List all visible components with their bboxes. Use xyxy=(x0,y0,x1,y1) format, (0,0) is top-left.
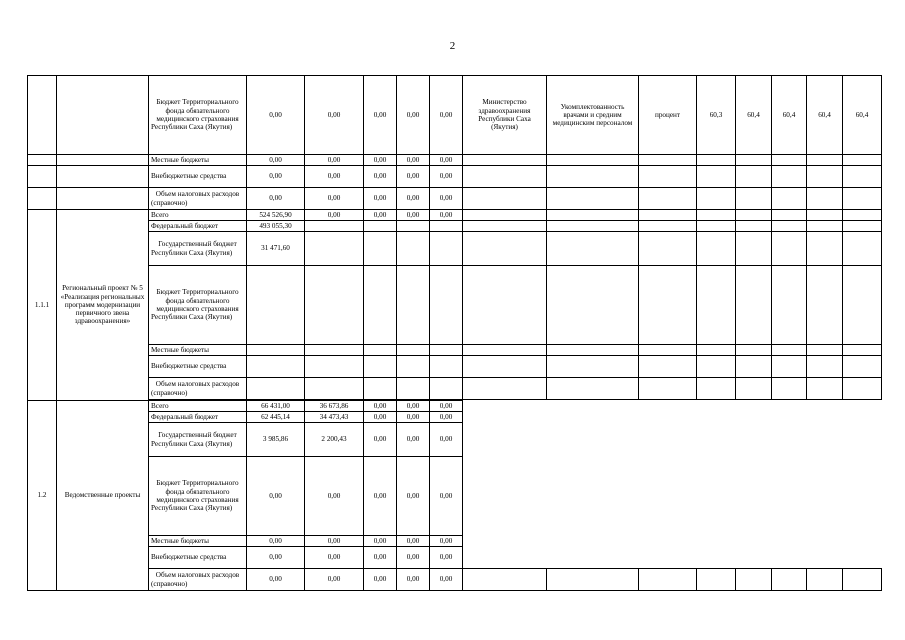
source-cell: Объем налоговых расходов (справочно) xyxy=(149,569,247,591)
table-row xyxy=(28,345,882,356)
source-cell: Местные бюджеты xyxy=(149,536,247,547)
table-row: Федеральный бюджет 493 055,30 xyxy=(28,221,882,232)
indicator-value-cell: 60,4 xyxy=(843,76,882,155)
value-cell: 0,00 xyxy=(247,76,305,155)
source-cell: Бюджет Территориального фонда обязательного медицинского страхования Республики Саха (Якутия) xyxy=(149,76,247,155)
source-cell: Местные бюджеты xyxy=(149,155,247,166)
source-cell: Внебюджетные средства xyxy=(149,356,247,378)
source-cell: Внебюджетные средства xyxy=(149,547,247,569)
source-cell: Государственный бюджет Республики Саха (Якутия) xyxy=(149,423,247,457)
indicator-cell: Укомплектованность врачами и средним медицинским персоналом xyxy=(547,76,639,155)
indicator-value-cell: 60,4 xyxy=(736,76,772,155)
table-row: Местные бюджеты 0,00 0,00 0,00 0,00 0,00 xyxy=(28,155,882,166)
code-cell xyxy=(28,76,57,155)
indicator-value-cell: 60,4 xyxy=(807,76,843,155)
section-code: 1.1.1 xyxy=(28,210,57,401)
unit-cell: процент xyxy=(639,76,697,155)
program-finance-table xyxy=(27,75,882,591)
source-cell: Федеральный бюджет xyxy=(149,412,247,423)
table-row xyxy=(28,76,882,155)
page-number: 2 xyxy=(449,40,456,52)
source-cell: Бюджет Территориального фонда обязательного медицинского страхования Республики Саха (Якутия) xyxy=(149,457,247,536)
source-cell: Внебюджетные средства xyxy=(149,166,247,188)
executor-cell: Министерство здравоохранения Республики Саха (Якутия) xyxy=(463,76,547,155)
name-cell xyxy=(57,76,149,155)
source-cell: Федеральный бюджет xyxy=(149,221,247,232)
table-row: 1.2 Ведомственные проекты Всего 66 431,00 36 673,86 0,00 0,00 0,00 xyxy=(28,401,882,412)
table-row: Местные бюджеты 0,00 0,00 0,00 0,00 0,00 xyxy=(28,536,882,547)
value-cell: 0,00 xyxy=(305,76,364,155)
source-cell: Местные бюджеты xyxy=(149,345,247,356)
source-cell: Объем налоговых расходов (справочно) xyxy=(149,188,247,210)
value-cell: 0,00 xyxy=(430,76,463,155)
source-cell: Объем налоговых расходов (справочно) xyxy=(149,378,247,400)
table-row: Федеральный бюджет 62 445,14 34 473,43 0,00 0,00 0,00 xyxy=(28,412,882,423)
source-cell: Государственный бюджет Республики Саха (Якутия) xyxy=(149,232,247,266)
table-row xyxy=(28,266,882,345)
table-row: Государственный бюджет Республики Саха (Якутия) 31 471,60 xyxy=(28,232,882,266)
table-row: Объем налоговых расходов (справочно) 0,00 0,00 0,00 0,00 0,00 xyxy=(28,188,882,210)
table-row: Внебюджетные средства 0,00 0,00 0,00 0,00 0,00 xyxy=(28,166,882,188)
indicator-value-cell: 60,3 xyxy=(697,76,736,155)
source-cell: Всего xyxy=(149,210,247,221)
table-row: Объем налоговых расходов (справочно) 0,00 0,00 0,00 0,00 0,00 xyxy=(28,569,882,591)
value-cell: 0,00 xyxy=(397,76,430,155)
section-name: Ведомственные проекты xyxy=(57,401,149,591)
source-cell: Бюджет Территориального фонда обязательного медицинского страхования Республики Саха (Якутия) xyxy=(149,266,247,345)
table-row: Государственный бюджет Республики Саха (Якутия) 3 985,86 2 200,43 0,00 0,00 0,00 xyxy=(28,423,882,457)
indicator-value-cell: 60,4 xyxy=(772,76,807,155)
section-name: Региональный проект № 5 «Реализация региональных программ модернизации первичного звена здравоохранения» xyxy=(57,210,149,401)
table-row: 1.1.1 Региональный проект № 5 «Реализация региональных программ модернизации первичного звена здравоохранения» Всего 524 526,90 0,00 0,00 0,00 0,00 xyxy=(28,210,882,221)
table-row xyxy=(28,378,882,400)
value-cell: 0,00 xyxy=(364,76,397,155)
section-code: 1.2 xyxy=(28,401,57,591)
table-row: Бюджет Территориального фонда обязательного медицинского страхования Республики Саха (Якутия) 0,00 0,00 0,00 0,00 0,00 xyxy=(28,457,882,536)
table-row xyxy=(28,356,882,378)
table-row: Внебюджетные средства 0,00 0,00 0,00 0,00 0,00 xyxy=(28,547,882,569)
source-cell: Всего xyxy=(149,401,247,412)
